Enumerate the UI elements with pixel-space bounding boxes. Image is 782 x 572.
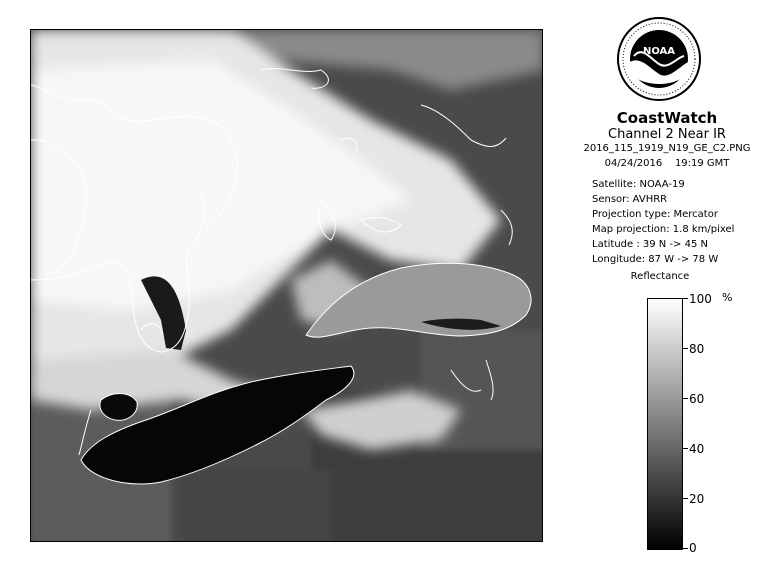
channel-subtitle: Channel 2 Near IR [608, 127, 726, 142]
metadata-list [592, 177, 734, 267]
date-time-row [556, 156, 778, 171]
tick-mark-60 [683, 398, 688, 399]
image-date: 04/24/2016 [604, 158, 663, 169]
tick-mark-0 [683, 548, 688, 549]
meta-sensor: Sensor: AVHRR [592, 194, 668, 205]
tick-mark-40 [683, 448, 688, 449]
tick-mark-100 [683, 298, 688, 299]
meta-latitude: Latitude : 39 N -> 45 N [592, 239, 708, 250]
meta-longitude: Longitude: 87 W -> 78 W [592, 254, 719, 265]
reflectance-colorbar [647, 298, 683, 550]
meta-map-projection: Map projection: 1.8 km/pixel [592, 224, 735, 235]
image-filename: 2016_115_1919_N19_GE_C2.PNG [583, 143, 751, 154]
meta-projection-type: Projection type: Mercator [592, 209, 718, 220]
legend-unit: % [722, 291, 733, 304]
noaa-logo-svg [616, 16, 702, 102]
tick-label-80: 80 [689, 342, 705, 356]
product-title: CoastWatch [616, 109, 718, 127]
tick-label-20: 20 [689, 492, 705, 506]
tick-label-40: 40 [689, 442, 705, 456]
image-time: 19:19 GMT [674, 158, 730, 169]
logo-text: NOAA [642, 46, 676, 57]
tick-label-60: 60 [689, 392, 705, 406]
map-svg [31, 30, 543, 542]
image-info [556, 110, 778, 171]
tick-label-100: 100 [689, 292, 712, 306]
tick-mark-80 [683, 348, 688, 349]
satellite-image-map [30, 29, 543, 542]
noaa-logo [616, 16, 702, 102]
meta-satellite: Satellite: NOAA-19 [592, 179, 685, 190]
legend-title: Reflectance [630, 271, 690, 282]
tick-mark-20 [683, 498, 688, 499]
tick-label-0: 0 [689, 541, 697, 555]
